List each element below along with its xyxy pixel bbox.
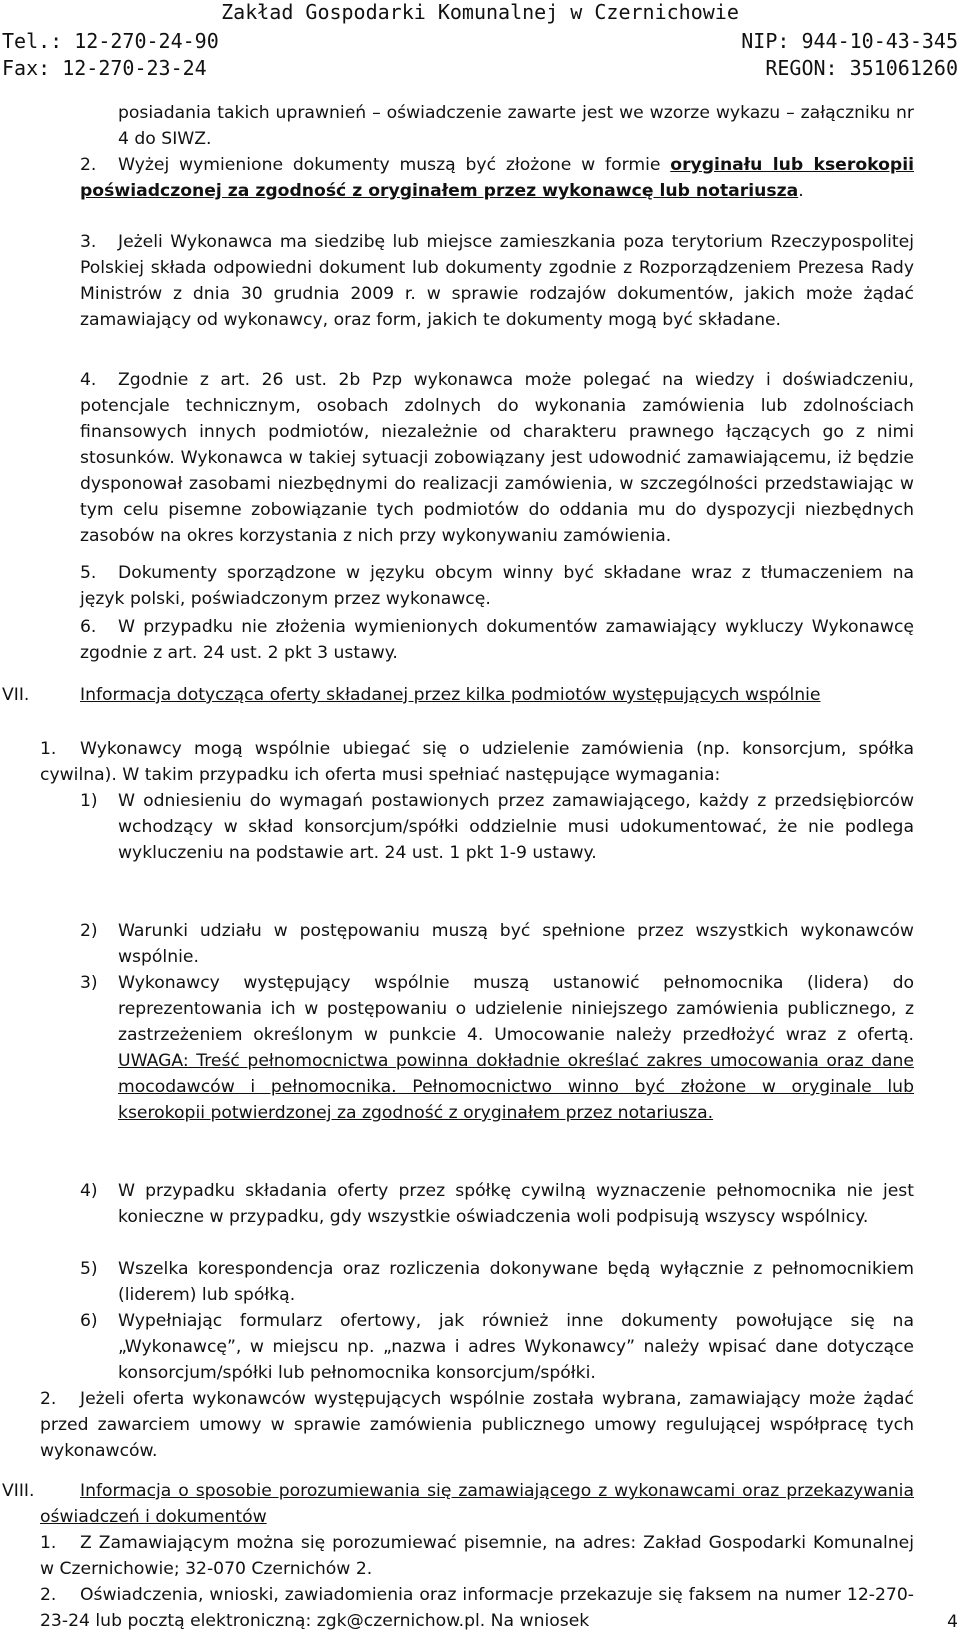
item-number: 2. <box>40 1389 57 1409</box>
section-viii-item-2: Oświadczenia, wnioski, zawiadomienia oraz informacje przekazuje się faksem na numer 12-270-23-24 lub pocztą elektroniczną: zgk@czernichow.pl. Na wniosek <box>40 1585 914 1631</box>
section-viii-title: Informacja o sposobie porozumiewania się zamawiającego z wykonawcami oraz przekazywania oświadczeń i dokumentów <box>40 1481 914 1527</box>
header-nip: NIP: 944-10-43-345 <box>741 29 958 53</box>
header-regon: REGON: 351061260 <box>765 56 958 80</box>
section-vii-subitem-4: W przypadku składania oferty przez spółkę cywilną wyznaczenie pełnomocnika nie jest konieczne w przypadku, gdy wszystkie oświadczenia woli podpisują wszyscy wspólnicy. <box>118 1181 914 1227</box>
item-text-end: . <box>798 181 804 201</box>
subitem-number: 1) <box>80 791 98 811</box>
header-tel: Tel.: 12-270-24-90 <box>2 29 219 53</box>
item-number: 3. <box>80 232 97 252</box>
item-number: 1. <box>40 1533 57 1553</box>
subitem-number: 3) <box>80 973 98 993</box>
page-number: 4 <box>947 1612 958 1632</box>
item-number: 2. <box>40 1585 57 1605</box>
list-item-vi-6: W przypadku nie złożenia wymienionych dokumentów zamawiający wykluczy Wykonawcę zgodnie z art. 24 ust. 2 pkt 3 ustawy. <box>80 617 914 663</box>
subitem-number: 4) <box>80 1181 98 1201</box>
section-number: VII. <box>2 685 30 705</box>
section-vii-title: Informacja dotycząca oferty składanej przez kilka podmiotów występujących wspólnie <box>80 685 821 705</box>
section-vii-subitem-1: W odniesieniu do wymagań postawionych przez zamawiającego, każdy z przedsiębiorców wchodzący w skład konsorcjum/spółki oddzielnie musi udokumentować, że nie podlega wykluczeniu na podstawie art. 24 ust. 1 pkt 1-9 ustawy. <box>118 791 914 863</box>
subitem-number: 5) <box>80 1259 98 1279</box>
section-vii-subitem-2: Warunki udziału w postępowaniu muszą być spełnione przez wszystkich wykonawców wspólnie. <box>118 921 914 967</box>
section-vii-item-2: Jeżeli oferta wykonawców występujących wspólnie została wybrana, zamawiający może żądać przed zawarciem umowy w sprawie zamówienia publicznego umowy regulującej współpracę tych wykonawców. <box>40 1389 914 1461</box>
item-number: 2. <box>80 155 97 175</box>
item-number: 1. <box>40 739 57 759</box>
subitem-warning: UWAGA: Treść pełnomocnictwa powinna dokładnie określać zakres umocowania oraz dane mocodawców i pełnomocnika. Pełnomocnictwo winno być złożone w oryginale lub kserokopii potwierdzonej za zgodność z oryginałem przez notariusza. <box>118 1051 914 1123</box>
intro-paragraph: posiadania takich uprawnień – oświadczenie zawarte jest we wzorze wykazu – załączniku nr 4 do SIWZ. <box>118 103 914 149</box>
list-item-vi-3: Jeżeli Wykonawca ma siedzibę lub miejsce zamieszkania poza terytorium Rzeczypospolitej Polskiej składa odpowiedni dokument lub dokumenty zgodnie z Rozporządzeniem Prezesa Rady Ministrów z dnia 30 grudnia 2009 r. w sprawie rodzajów dokumentów, jakich może żądać zamawiający od wykonawcy, oraz form, jakich te dokumenty mogą być składane. <box>80 232 914 330</box>
section-vii-subitem-3 <box>118 970 914 1126</box>
subitem-number: 6) <box>80 1311 98 1331</box>
section-vii-subitem-6: Wypełniając formularz ofertowy, jak również inne dokumenty powołujące się na „Wykonawcę”, w miejscu np. „nazwa i adres Wykonawcy” należy wpisać dane dotyczące konsorcjum/spółki lub pełnomocnika konsorcjum/spółki. <box>118 1311 914 1383</box>
list-item-vi-4: Zgodnie z art. 26 ust. 2b Pzp wykonawca może polegać na wiedzy i doświadczeniu, potencjale technicznym, osobach zdolnych do wykonania zamówienia lub zdolnościach finansowych innych podmiotów, niezależnie od charakteru prawnego łączących go z nimi stosunków. Wykonawca w takiej sytuacji zobowiązany jest udowodnić zamawiającemu, iż będzie dysponował zasobami niezbędnymi do realizacji zamówienia, w szczególności przedstawiając w tym celu pisemne zobowiązanie tych podmiotów do oddania mu do dyspozycji niezbędnych zasobów na okres korzystania z nich przy wykonywaniu zamówienia. <box>80 370 914 546</box>
item-text-emphasis: oryginału lub kserokopii poświadczonej za zgodność z oryginałem przez wykonawcę lub notariusza <box>80 155 914 201</box>
item-number: 4. <box>80 370 97 390</box>
header-fax: Fax: 12-270-23-24 <box>2 56 207 80</box>
list-item-vi-2 <box>80 152 914 204</box>
header-org: Zakład Gospodarki Komunalnej w Czernichowie <box>221 0 739 24</box>
item-number: 6. <box>80 617 97 637</box>
item-text: Wyżej wymienione dokumenty muszą być złożone w formie <box>118 155 671 175</box>
section-number: VIII. <box>2 1481 35 1501</box>
page-header <box>0 0 960 80</box>
subitem-number: 2) <box>80 921 98 941</box>
section-vii-subitem-5: Wszelka korespondencja oraz rozliczenia dokonywane będą wyłącznie z pełnomocnikiem (liderem) lub spółką. <box>118 1259 914 1305</box>
section-vii-item-1: Wykonawcy mogą wspólnie ubiegać się o udzielenie zamówienia (np. konsorcjum, spółka cywilna). W takim przypadku ich oferta musi spełniać następujące wymagania: <box>40 739 914 785</box>
item-number: 5. <box>80 563 97 583</box>
subitem-text: Wykonawcy występujący wspólnie muszą ustanowić pełnomocnika (lidera) do reprezentowania ich w postępowaniu o udzielenie niniejszego zamówienia publicznego, z zastrzeżeniem określonym w punkcie 4. Umocowanie należy przedłożyć wraz z ofertą. <box>118 973 914 1045</box>
list-item-vi-5: Dokumenty sporządzone w języku obcym winny być składane wraz z tłumaczeniem na język polski, poświadczonym przez wykonawcę. <box>80 563 914 609</box>
section-viii-item-1: Z Zamawiającym można się porozumiewać pisemnie, na adres: Zakład Gospodarki Komunalnej w Czernichowie; 32-070 Czernichów 2. <box>40 1533 914 1579</box>
